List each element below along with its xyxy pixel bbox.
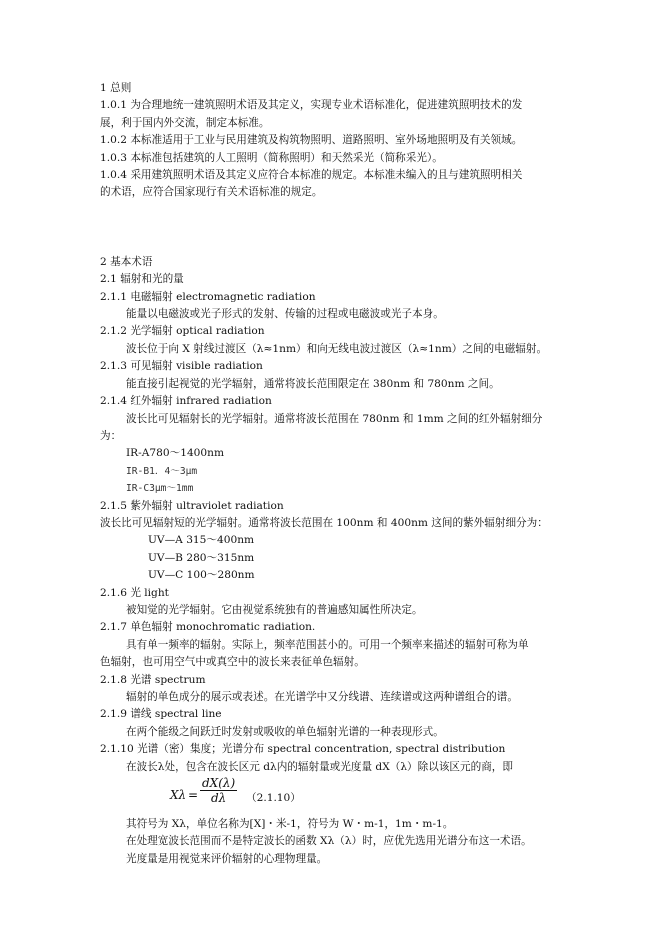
section-gap <box>100 202 565 254</box>
definition-2-1-4: 波长比可见辐射长的光学辐射。通常将波长范围在 780nm 和 1mm 之间的红外辐射细分 <box>126 412 543 425</box>
definition-2-1-5: 波长比可见辐射短的光学辐射。通常将波长范围在 100nm 和 400nm 这间的紫外辐射细分为： <box>100 516 548 529</box>
ir-a-range: IR-A780～1400nm <box>126 447 225 460</box>
subsection-2-1-heading: 2.1 辐射和光的量 <box>100 273 184 286</box>
term-2-1-2: 2.1.2 光学辐射 optical radiation <box>100 325 265 338</box>
formula-numerator: dX(λ) <box>202 776 236 791</box>
formula-2-1-10 <box>170 776 565 816</box>
ir-c-range: IR-C3μm～1mm <box>126 483 194 495</box>
definition-2-1-4-cont: 为： <box>100 429 122 442</box>
uv-c-range: UV—C 100～280nm <box>148 569 255 582</box>
term-2-1-10: 2.1.10 光谱（密）集度；光谱分布 spectral concentration, spectral distribution <box>100 743 506 756</box>
ir-b-range: IR-B1．4～3μm <box>126 465 198 477</box>
section-1-heading: 1 总则 <box>100 82 132 94</box>
clause-1-0-4: 1.0.4 采用建筑照明术语及其定义应符合本标准的规定。本标准未编入的且与建筑照明相关 <box>100 169 523 182</box>
term-2-1-9: 2.1.9 谱线 spectral line <box>100 708 222 721</box>
formula-lhs: Xλ <box>170 788 187 803</box>
definition-2-1-10-photometric: 光度量是用视觉来评价辐射的心理物理量。 <box>126 852 328 865</box>
definition-2-1-7-cont: 色辐射，也可用空气中或真空中的波长来表征单色辐射。 <box>100 656 365 669</box>
definition-2-1-10-note: 在处理宽波长范围而不是特定波长的函数 Xλ（λ）时，应优先选用光谱分布这一术语。 <box>126 835 532 848</box>
term-2-1-6: 2.1.6 光 light <box>100 586 169 599</box>
definition-2-1-10: 在波长λ处，包含在波长区元 dλ内的辐射量或光度量 dX（λ）除以该区元的商，即 <box>126 760 513 773</box>
term-2-1-8: 2.1.8 光谱 spectrum <box>100 673 206 686</box>
term-2-1-4: 2.1.4 红外辐射 infrared radiation <box>100 395 272 408</box>
section-2-heading: 2 基本术语 <box>100 255 153 268</box>
formula-fraction <box>200 776 237 805</box>
uv-a-range: UV—A 315～400nm <box>148 534 255 547</box>
formula-number: （2.1.10） <box>246 792 301 805</box>
definition-2-1-6: 被知觉的光学辐射。它由视觉系统独有的普遍感知属性所决定。 <box>126 603 423 616</box>
term-2-1-7: 2.1.7 单色辐射 monochromatic radiation. <box>100 621 316 634</box>
document-page <box>100 80 565 868</box>
formula-equals: = <box>188 788 199 803</box>
clause-1-0-3: 1.0.3 本标准包括建筑的人工照明（简称照明）和天然采光（简称采光）。 <box>100 151 443 164</box>
definition-2-1-3: 能直接引起视觉的光学辐射，通常将波长范围限定在 380nm 和 780nm 之间。 <box>126 377 500 390</box>
definition-2-1-2: 波长位于向 X 射线过渡区（λ≈1nm）和向无线电波过渡区（λ≈1nm）之间的电磁辐射。 <box>126 342 548 355</box>
definition-2-1-10-symbol: 其符号为 Xλ，单位名称为[X]・米-1，符号为 W・m-1，1m・m-1。 <box>126 818 454 831</box>
uv-b-range: UV—B 280～315nm <box>148 551 255 564</box>
definition-2-1-8: 辐射的单色成分的展示或表述。在光谱学中又分线谱、连续谱或这两种谱组合的谱。 <box>126 691 518 703</box>
formula-denominator: dλ <box>210 791 227 806</box>
clause-1-0-1-cont: 展，利于国内外交流，制定本标准。 <box>100 116 270 129</box>
clause-1-0-1: 1.0.1 为合理地统一建筑照明术语及其定义，实现专业术语标准化，促进建筑照明技术的发 <box>100 99 523 112</box>
term-2-1-1: 2.1.1 电磁辐射 electromagnetic radiation <box>100 290 316 303</box>
term-2-1-3: 2.1.3 可见辐射 visible radiation <box>100 360 263 373</box>
clause-1-0-2: 1.0.2 本标准适用于工业与民用建筑及构筑物照明、道路照明、室外场地照明及有关领域。 <box>100 134 523 147</box>
definition-2-1-7: 具有单一频率的辐射。实际上，频率范围甚小的。可用一个频率来描述的辐射可称为单 <box>126 638 529 651</box>
clause-1-0-4-cont: 的术语，应符合国家现行有关术语标准的规定。 <box>100 186 323 199</box>
definition-2-1-9: 在两个能级之间跃迁时发射或吸收的单色辐射光谱的一种表现形式。 <box>126 725 444 738</box>
definition-2-1-1: 能量以电磁波或光子形式的发射、传输的过程或电磁波或光子本身。 <box>126 308 444 321</box>
term-2-1-5: 2.1.5 紫外辐射 ultraviolet radiation <box>100 499 284 512</box>
